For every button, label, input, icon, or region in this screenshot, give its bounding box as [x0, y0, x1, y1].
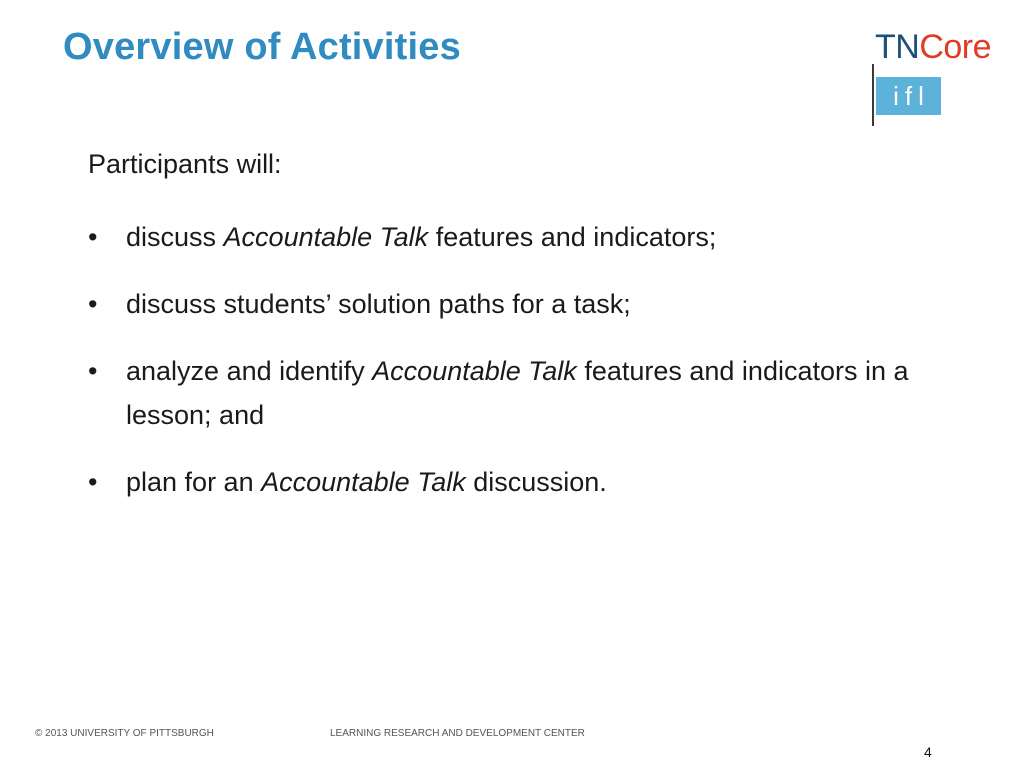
footer-center-text: LEARNING RESEARCH AND DEVELOPMENT CENTER	[330, 728, 585, 739]
logo-divider	[872, 64, 874, 126]
bullet-text-emphasis: Accountable Talk	[261, 467, 466, 497]
bullet-text-emphasis: Accountable Talk	[223, 222, 429, 252]
logo-tn-text: TN	[875, 28, 920, 66]
tncore-logo	[875, 28, 991, 67]
footer-copyright: © 2013 UNIVERSITY OF PITTSBURGH	[35, 728, 214, 739]
intro-text: Participants will:	[88, 149, 282, 179]
bullet-text-pre: discuss	[126, 222, 224, 252]
bullet-text-post: features and indicators;	[428, 222, 717, 252]
ifl-logo: ifl	[876, 77, 941, 115]
slide-title: Overview of Activities	[63, 26, 461, 68]
bullet-icon: •	[88, 289, 98, 319]
bullet-item	[88, 215, 938, 259]
bullet-text-pre: plan for an	[126, 467, 262, 497]
bullet-icon: •	[88, 356, 98, 386]
bullet-text-post: features and indicators in a lesson; and	[126, 356, 909, 430]
bullet-list	[88, 215, 938, 504]
bullet-text-emphasis: Accountable Talk	[372, 356, 577, 386]
bullet-text-pre: analyze and identify	[126, 356, 373, 386]
slide-body	[88, 146, 938, 527]
logo-core-text: Core	[919, 28, 992, 66]
bullet-icon: •	[88, 467, 98, 497]
bullet-item	[88, 349, 938, 437]
page-number: 4	[924, 744, 932, 760]
bullet-text-pre: discuss students’ solution paths for a task;	[126, 289, 631, 319]
bullet-item	[88, 460, 938, 504]
bullet-item	[88, 282, 938, 326]
bullet-text-post: discussion.	[465, 467, 607, 497]
bullet-icon: •	[88, 222, 98, 252]
